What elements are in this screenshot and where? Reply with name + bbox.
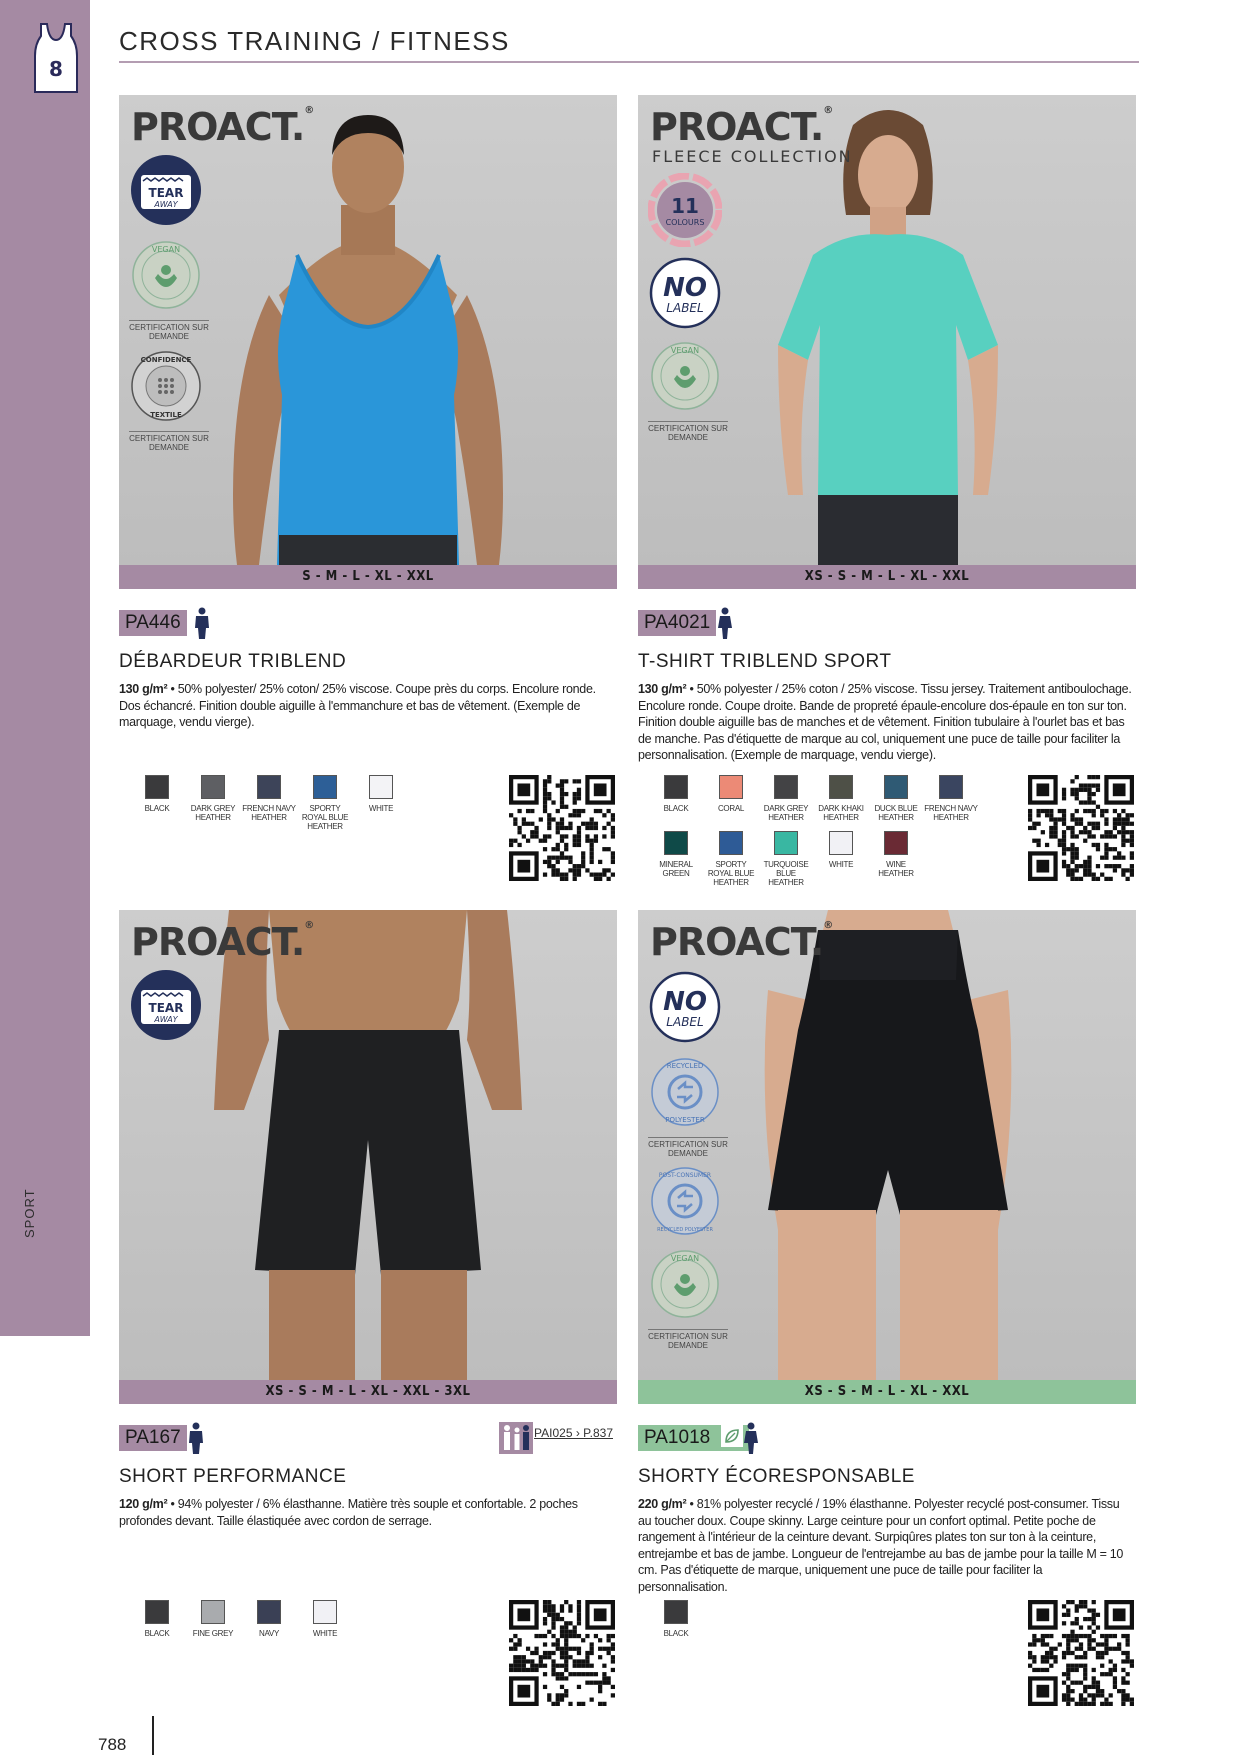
color-swatch[interactable]: BLACK: [648, 775, 704, 813]
post-consumer-badge-icon: [648, 1164, 722, 1238]
svg-text:11: 11: [671, 194, 699, 218]
svg-text:POST-CONSUMER: POST-CONSUMER: [658, 1172, 712, 1179]
confidence-textile-badge-icon: [129, 349, 203, 423]
female-fit-icon: [742, 1422, 760, 1454]
product-reference: PA1018: [638, 1425, 749, 1451]
color-swatch[interactable]: WHITE: [297, 1600, 353, 1638]
badge-column: [648, 970, 728, 1350]
color-swatch[interactable]: WHITE: [813, 831, 869, 869]
color-swatch[interactable]: BLACK: [129, 1600, 185, 1638]
svg-text:NO: NO: [663, 987, 707, 1017]
reference-row: [638, 1422, 1136, 1452]
product-reference: PA446: [119, 610, 187, 636]
color-swatch[interactable]: CORAL: [703, 775, 759, 813]
qr-code[interactable]: [1028, 1600, 1134, 1706]
vegan-badge-icon: [648, 339, 722, 413]
product-photo: [638, 910, 1136, 1380]
colours-count-badge-icon: [648, 173, 722, 247]
certification-note: CERTIFICATION SUR DEMANDE: [648, 421, 728, 442]
page-number: 788: [98, 1735, 127, 1754]
svg-text:LABEL: LABEL: [666, 1015, 704, 1029]
side-tab: [0, 0, 90, 1336]
color-swatch[interactable]: FRENCH NAVY HEATHER: [923, 775, 979, 822]
brand-logo: PROACT.®: [650, 105, 833, 149]
certification-note: CERTIFICATION SUR DEMANDE: [648, 1137, 728, 1158]
tab-number: 8: [49, 57, 63, 81]
svg-text:TEAR: TEAR: [148, 186, 184, 200]
certification-note: CERTIFICATION SUR DEMANDE: [648, 1329, 728, 1350]
product-description: 130 g/m² • 50% polyester/ 25% coton/ 25% viscose. Coupe près du corps. Encolure ronde. Dos échancré. Finition double aiguille à l'emmanchure et bas de vêtement. (Exemple de marquage, vendu vierge).: [119, 682, 596, 729]
svg-text:AWAY: AWAY: [154, 1015, 178, 1024]
svg-text:POLYESTER: POLYESTER: [665, 1116, 705, 1124]
color-swatch[interactable]: MINERAL GREEN: [648, 831, 704, 878]
badge-column: [129, 968, 209, 1047]
eco-leaf-icon: [721, 1425, 743, 1447]
color-swatch[interactable]: FINE GREY: [185, 1600, 241, 1638]
product-reference: PA167: [119, 1425, 187, 1451]
color-swatch[interactable]: TURQUOISE BLUE HEATHER: [758, 831, 814, 887]
product-photo: [638, 95, 1136, 565]
svg-text:TEAR: TEAR: [148, 1001, 184, 1015]
reference-row: [119, 607, 617, 637]
product-name: SHORTY ÉCORESPONSABLE: [638, 1466, 915, 1487]
male-fit-icon: [193, 607, 211, 639]
qr-code[interactable]: [509, 775, 615, 881]
product-name: SHORT PERFORMANCE: [119, 1466, 347, 1487]
qr-code[interactable]: [1028, 775, 1134, 881]
tear-away-badge-icon: [129, 968, 203, 1042]
brand-logo: PROACT.®: [131, 105, 314, 149]
color-swatch[interactable]: BLACK: [129, 775, 185, 813]
page-title: CROSS TRAINING / FITNESS: [119, 26, 510, 56]
size-range-bar: XS - S - M - L - XL - XXL: [638, 1380, 1136, 1404]
badge-column: [648, 173, 728, 442]
title-divider: [119, 61, 1139, 63]
section-label: SPORT: [22, 1188, 37, 1238]
badge-column: [129, 153, 209, 452]
color-swatch[interactable]: DARK GREY HEATHER: [185, 775, 241, 822]
svg-text:RECYCLED: RECYCLED: [666, 1062, 704, 1070]
vegan-badge-icon: [648, 1247, 722, 1321]
svg-text:VEGAN: VEGAN: [670, 1254, 700, 1263]
color-swatch[interactable]: FRENCH NAVY HEATHER: [241, 775, 297, 822]
color-swatch[interactable]: WINE HEATHER: [868, 831, 924, 878]
vegan-badge-icon: [129, 238, 203, 312]
product-description: 220 g/m² • 81% polyester recyclé / 19% élasthanne. Polyester recyclé post-consumer. Tissu au toucher doux. Coupe skinny. Large ceinture pour un confort optimal. Petite poche de rangement à l'intérieur de la ceinture devant. Surpiqûres plates ton sur ton à la ceinture, entrejambe et bas de jambe. Longueur de l'entrejambe au bas de jambe pour la taille M = 10 cm. Pas d'étiquette de marque, uniquement une puce de taille pour faciliter la personnalisation.: [638, 1497, 1124, 1594]
product-description: 130 g/m² • 50% polyester / 25% coton / 25% viscose. Tissu jersey. Traitement antiboulochage. Encolure ronde. Coupe droite. Bande de propreté épaule-encolure dos-épaule en ton sur ton. Finition double aiguille bas de manches et de vêtement. Finition tubulaire à l'ourlet bas et bas de manche. Pas d'étiquette de marque au col, uniquement une puce de taille pour faciliter la personnalisation. (Exemple de marquage, vendu vierge).: [638, 682, 1132, 762]
brand-logo: PROACT.®: [650, 920, 833, 964]
reference-row: [119, 1422, 617, 1452]
color-swatch[interactable]: NAVY: [241, 1600, 297, 1638]
svg-text:TEXTILE: TEXTILE: [150, 411, 182, 419]
color-swatch[interactable]: DUCK BLUE HEATHER: [868, 775, 924, 822]
svg-text:CONFIDENCE: CONFIDENCE: [140, 356, 192, 364]
color-swatch[interactable]: DARK GREY HEATHER: [758, 775, 814, 822]
related-product-link[interactable]: PAI025 › P.837: [534, 1426, 613, 1440]
svg-text:NO: NO: [663, 273, 707, 303]
svg-text:AWAY: AWAY: [154, 200, 178, 209]
female-fit-icon: [716, 607, 734, 639]
svg-text:VEGAN: VEGAN: [670, 346, 700, 355]
color-swatch[interactable]: BLACK: [648, 1600, 704, 1638]
product-name: T-SHIRT TRIBLEND SPORT: [638, 651, 892, 672]
svg-text:VEGAN: VEGAN: [151, 245, 181, 254]
product-photo: [119, 910, 617, 1380]
svg-text:LABEL: LABEL: [666, 301, 704, 315]
color-swatch[interactable]: SPORTY ROYAL BLUE HEATHER: [703, 831, 759, 887]
tear-away-badge-icon: [129, 153, 203, 227]
product-name: DÉBARDEUR TRIBLEND: [119, 651, 347, 672]
svg-text:COLOURS: COLOURS: [665, 218, 705, 227]
family-sizes-icon: [499, 1422, 533, 1454]
svg-text:RECYCLED POLYESTER: RECYCLED POLYESTER: [657, 1227, 713, 1233]
qr-code[interactable]: [509, 1600, 615, 1706]
certification-note: CERTIFICATION SUR DEMANDE: [129, 320, 209, 341]
recycled-polyester-badge-icon: [648, 1055, 722, 1129]
no-label-badge-icon: [648, 970, 722, 1044]
size-range-bar: XS - S - M - L - XL - XXL - 3XL: [119, 1380, 617, 1404]
tank-top-icon: [33, 22, 79, 94]
color-swatch[interactable]: SPORTY ROYAL BLUE HEATHER: [297, 775, 353, 831]
product-reference: PA4021: [638, 610, 716, 636]
product-description: 120 g/m² • 94% polyester / 6% élasthanne. Matière très souple et confortable. 2 poches profondes devant. Taille élastiquée avec cordon de serrage.: [119, 1497, 578, 1528]
product-photo: [119, 95, 617, 565]
reference-row: [638, 607, 1136, 637]
no-label-badge-icon: [648, 256, 722, 330]
size-range-bar: S - M - L - XL - XXL: [119, 565, 617, 589]
footer-divider: [152, 1716, 154, 1755]
male-fit-icon: [187, 1422, 205, 1454]
fleece-collection-label: FLEECE COLLECTION: [652, 147, 853, 166]
brand-logo: PROACT.®: [131, 920, 314, 964]
color-swatch[interactable]: WHITE: [353, 775, 409, 813]
certification-note: CERTIFICATION SUR DEMANDE: [129, 431, 209, 452]
size-range-bar: XS - S - M - L - XL - XXL: [638, 565, 1136, 589]
color-swatch[interactable]: DARK KHAKI HEATHER: [813, 775, 869, 822]
